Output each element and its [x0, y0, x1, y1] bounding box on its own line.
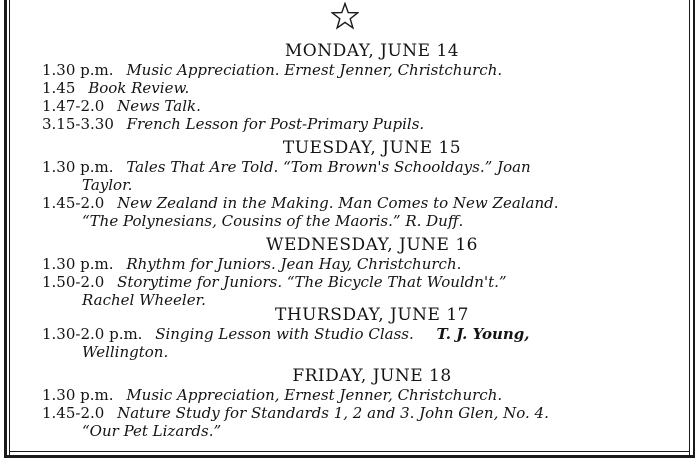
schedule-entry	[42, 325, 672, 343]
entry-time: 1.30 p.m.	[42, 386, 114, 404]
right-border-rule	[693, 0, 695, 458]
star-icon	[331, 2, 359, 30]
schedule-entry	[42, 386, 672, 404]
entry-continuation: “Our Pet Lizards.”	[82, 422, 222, 440]
left-border-inner-rule	[9, 0, 10, 455]
entry-description: Music Appreciation. Ernest Jenner, Christchurch.	[126, 61, 503, 79]
schedule	[42, 42, 672, 440]
right-border-inner-rule	[689, 0, 690, 455]
entry-description: New Zealand in the Making. Man Comes to New Zealand.	[117, 194, 559, 212]
entry-time: 1.30 p.m.	[42, 61, 114, 79]
entry-continuation: Wellington.	[82, 343, 169, 361]
entry-continuation: Taylor.	[82, 176, 133, 194]
bottom-border-rule	[4, 455, 695, 458]
entry-description: Rhythm for Juniors. Jean Hay, Christchurch.	[126, 255, 462, 273]
entry-continuation: Rachel Wheeler.	[82, 291, 206, 309]
entry-continuation: “The Polynesians, Cousins of the Maoris.” R. Duff.	[82, 212, 464, 230]
entry-time: 1.50-2.0	[42, 273, 105, 291]
entry-time: 1.45-2.0	[42, 194, 105, 212]
schedule-entry	[42, 61, 672, 79]
schedule-entry	[42, 404, 672, 422]
entry-presenter: T. J. Young,	[436, 325, 530, 343]
day-heading-thursday: THURSDAY, JUNE 17	[275, 305, 469, 325]
entry-time: 3.15-3.30	[42, 115, 114, 133]
schedule-entry	[42, 115, 672, 133]
entry-description: Book Review.	[88, 79, 190, 97]
entry-description: Nature Study for Standards 1, 2 and 3. John Glen, No. 4.	[117, 404, 549, 422]
entry-description: Tales That Are Told. “Tom Brown's Schooldays.” Joan	[126, 158, 531, 176]
schedule-entry	[42, 255, 672, 273]
bottom-border-inner-rule	[9, 451, 690, 452]
entry-time: 1.45	[42, 79, 76, 97]
entry-time: 1.30 p.m.	[42, 255, 114, 273]
left-border-rule	[4, 0, 7, 458]
entry-description: Music Appreciation, Ernest Jenner, Christchurch.	[126, 386, 503, 404]
day-heading-tuesday: TUESDAY, JUNE 15	[282, 138, 462, 158]
schedule-entry	[42, 158, 672, 176]
entry-description: Storytime for Juniors. “The Bicycle That Wouldn't.”	[117, 273, 507, 291]
day-heading-wednesday: WEDNESDAY, JUNE 16	[266, 235, 478, 255]
schedule-entry	[42, 273, 672, 291]
entry-time: 1.47-2.0	[42, 97, 105, 115]
entry-time: 1.30-2.0 p.m.	[42, 325, 143, 343]
day-heading-friday: FRIDAY, JUNE 18	[292, 366, 452, 386]
schedule-entry	[42, 97, 672, 115]
entry-description: News Talk.	[117, 97, 201, 115]
entry-description: French Lesson for Post-Primary Pupils.	[126, 115, 425, 133]
schedule-entry	[42, 194, 672, 212]
day-heading-monday: MONDAY, JUNE 14	[284, 41, 460, 61]
entry-time: 1.45-2.0	[42, 404, 105, 422]
entry-description: Singing Lesson with Studio Class.	[155, 325, 414, 343]
entry-time: 1.30 p.m.	[42, 158, 114, 176]
schedule-entry	[42, 79, 672, 97]
